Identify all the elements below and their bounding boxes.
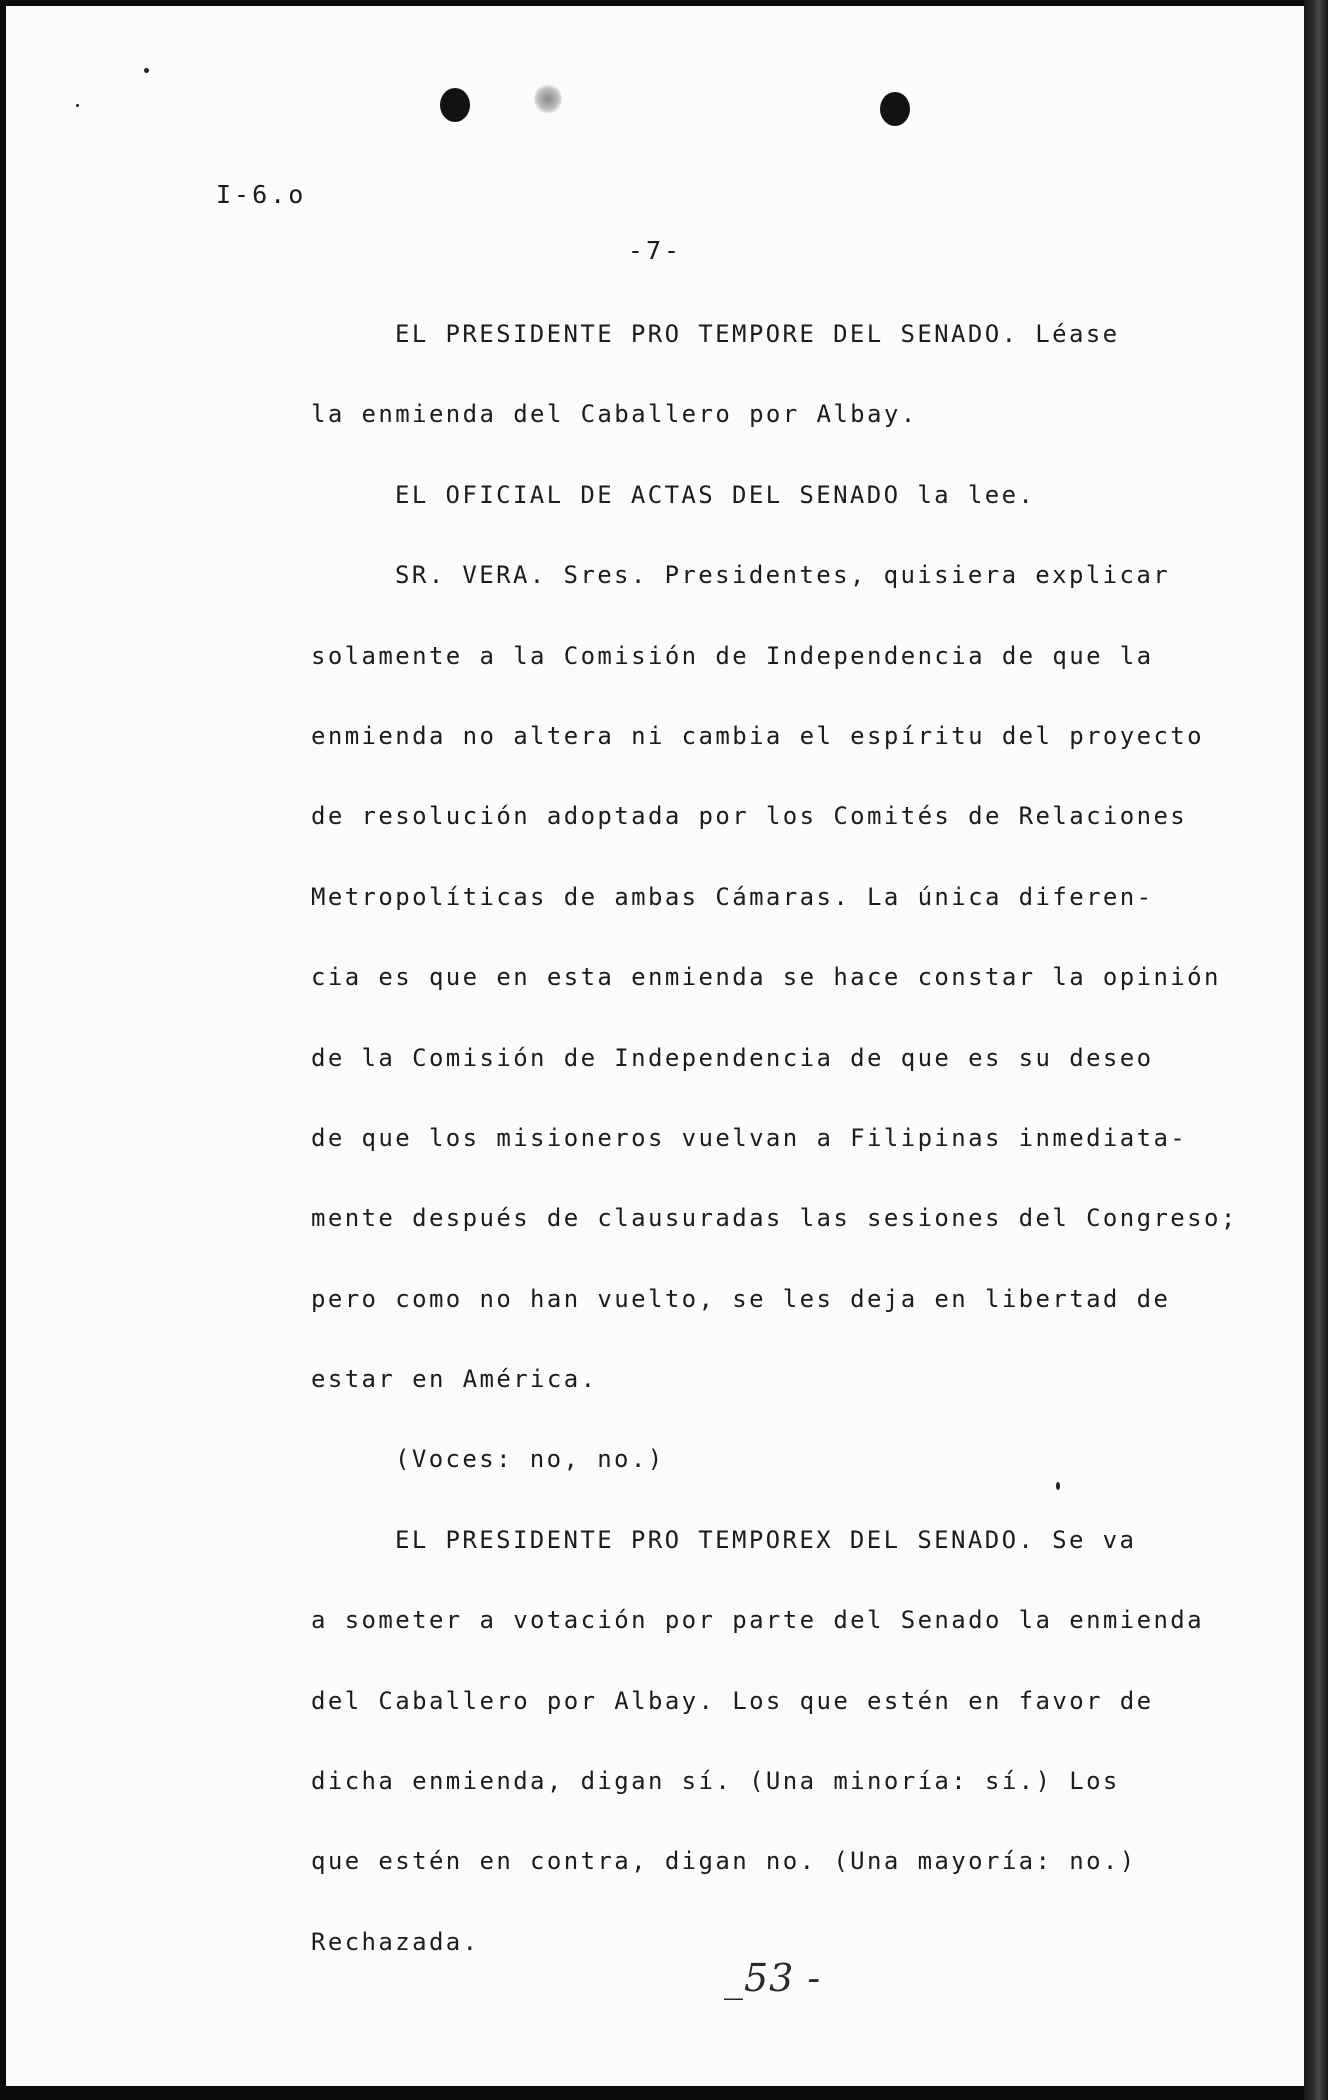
document-page [6, 6, 1304, 2086]
text-line: cia es que en esta enmienda se hace constar la opinión [311, 963, 1221, 992]
text-line: Rechazada. [311, 1927, 480, 1956]
handwritten-page-number: _53 - [724, 1956, 822, 2000]
text-line: EL PRESIDENTE PRO TEMPORE DEL SENADO. Léase [395, 320, 1120, 348]
text-line: de resolución adoptada por los Comités de Relaciones [311, 802, 1188, 831]
text-line: pero como no han vuelto, se les deja en libertad de [311, 1284, 1171, 1313]
punch-hole-right [880, 92, 910, 126]
text-line: Metropolíticas de ambas Cámaras. La única diferen- [311, 882, 1154, 911]
page-edge-shadow [1304, 0, 1328, 2100]
text-line: que estén en contra, digan no. (Una mayoría: no.) [311, 1847, 1137, 1876]
text-line: mente después de clausuradas las sesiones del Congreso; [311, 1204, 1238, 1233]
text-line: solamente a la Comisión de Independencia de que la [311, 641, 1154, 670]
text-line: estar en América. [311, 1365, 598, 1394]
page-number [6, 238, 1304, 263]
document-body [311, 322, 1238, 2010]
text-line: la enmienda del Caballero por Albay. [311, 400, 918, 429]
text-line: EL PRESIDENTE PRO TEMPOREX DEL SENADO. Se va [395, 1525, 1137, 1554]
speck-mark [144, 68, 149, 73]
text-line: EL OFICIAL DE ACTAS DEL SENADO la lee. [395, 480, 1036, 509]
page-number-text: -7- [627, 236, 683, 265]
speck-mark [76, 104, 79, 107]
text-line: del Caballero por Albay. Los que estén en favor de [311, 1686, 1154, 1715]
document-id: I-6.o [216, 180, 307, 209]
text-line: de la Comisión de Independencia de que es su deseo [311, 1043, 1154, 1072]
punch-hole-left [440, 88, 470, 122]
text-line: dicha enmienda, digan sí. (Una minoría: sí.) Los [311, 1767, 1120, 1796]
text-line: enmienda no altera ni cambia el espíritu del proyecto [311, 721, 1205, 750]
text-line: a someter a votación por parte del Senado la enmienda [311, 1606, 1205, 1635]
text-line: (Voces: no, no.) [395, 1445, 665, 1474]
punch-hole-smudge [534, 84, 562, 114]
text-line: SR. VERA. Sres. Presidentes, quisiera explicar [395, 561, 1171, 590]
text-line: de que los misioneros vuelvan a Filipinas inmediata- [311, 1123, 1188, 1152]
